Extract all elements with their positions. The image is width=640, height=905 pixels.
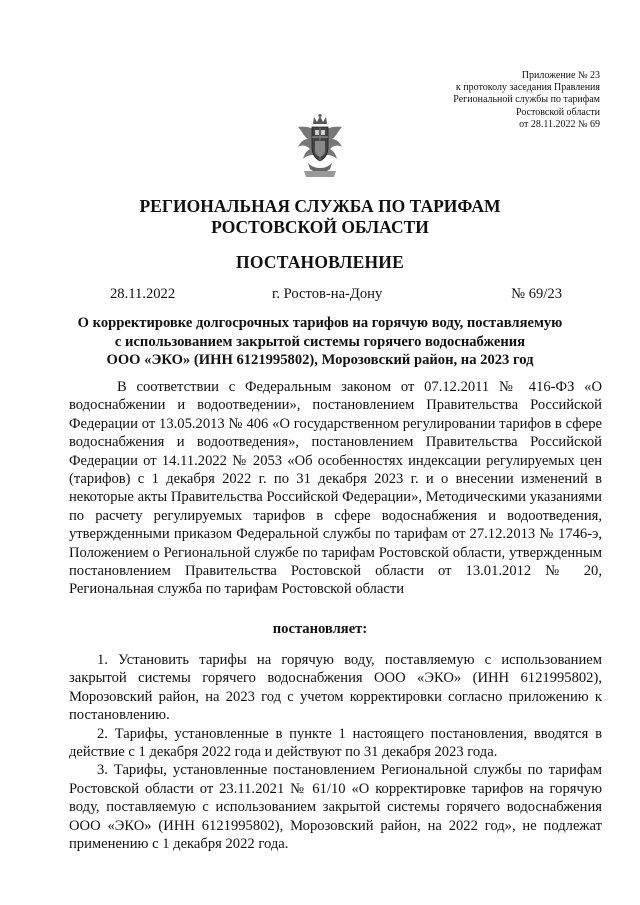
decree-word: постановляет: bbox=[272, 621, 368, 637]
coat-of-arms-icon bbox=[294, 113, 346, 179]
appendix-line: к протоколу заседания Правления bbox=[455, 82, 600, 94]
appendix-line: Региональной службы по тарифам bbox=[453, 94, 600, 106]
resolution-items bbox=[69, 651, 602, 853]
subject-line: О корректировке долгосрочных тарифов на горячую воду, поставляемую bbox=[77, 315, 563, 331]
organization-name-line: РОСТОВСКОЙ ОБЛАСТИ bbox=[211, 217, 429, 237]
appendix-line: Ростовской области bbox=[516, 106, 600, 118]
resolution-item: 3. Тарифы, установленные постановлением Региональной службы по тарифам Ростовской области от 23.11.2021 № 61/10 «О корректировке тарифов на горячую воду, поставляемую с использованием закрытой системы горячего водоснабжения ООО «ЭКО» (ИНН 6121995802), Морозовский район, на 2022 год», не подлежат применению с 1 декабря 2022 года. bbox=[69, 762, 602, 853]
appendix-line: от 28.11.2022 № 69 bbox=[519, 118, 600, 130]
subject-line: с использованием закрытой системы горячего водоснабжения bbox=[114, 333, 526, 350]
document-city: г. Ростов-на-Дону bbox=[272, 286, 383, 302]
subject-line: ООО «ЭКО» (ИНН 6121995802), Морозовский район, на 2023 год bbox=[106, 352, 534, 369]
resolution-item: 1. Установить тарифы на горячую воду, поставляемую с использованием закрытой системы горячего водоснабжения ООО «ЭКО» (ИНН 6121995802), Морозовский район, на 2023 год с учетом корректировки согласно приложению к постановлению. bbox=[69, 652, 602, 724]
document-meta bbox=[110, 286, 562, 304]
document-type: ПОСТАНОВЛЕНИЕ bbox=[236, 252, 404, 272]
organization-name-line: РЕГИОНАЛЬНАЯ СЛУЖБА ПО ТАРИФАМ bbox=[139, 196, 501, 216]
appendix-line: Приложение № 23 bbox=[521, 70, 600, 81]
preamble-paragraph: В соответствии с Федеральным законом от 07.12.2011 № 416-ФЗ «О водоснабжении и водоотведении», постановлением Правительства Российской Федерации от 13.05.2013 № 406 «О государственном регулировании тарифов в сфере водоснабжения и водоотведения», постановлением Правительства Российской Федерации от 14.11.2022 № 2053 «Об особенностях индексации регулируемых цен (тарифов) с 1 декабря 2022 г. по 31 декабря 2023 г. и о внесении изменений в некоторые акты Правительства Российской Федерации», Методическими указаниями по расчету регулируемых тарифов в сфере водоснабжения и водоотведения, утвержденными приказом Федеральной службы по тарифам от 27.12.2013 № 1746-э, Положением о Региональной службе по тарифам Ростовской области, утвержденным постановлением Правительства Ростовской области от 13.01.2012 № 20, Региональная служба по тарифам Ростовской области bbox=[69, 379, 602, 598]
resolution-item: 2. Тарифы, установленные в пункте 1 настоящего постановления, вводятся в действие с 1 декабря 2022 года и действуют по 31 декабря 2023 года. bbox=[69, 725, 602, 761]
document-number: № 69/23 bbox=[511, 286, 562, 302]
document-subject bbox=[60, 314, 580, 370]
document-date: 28.11.2022 bbox=[110, 286, 176, 302]
organization-name bbox=[0, 196, 640, 238]
